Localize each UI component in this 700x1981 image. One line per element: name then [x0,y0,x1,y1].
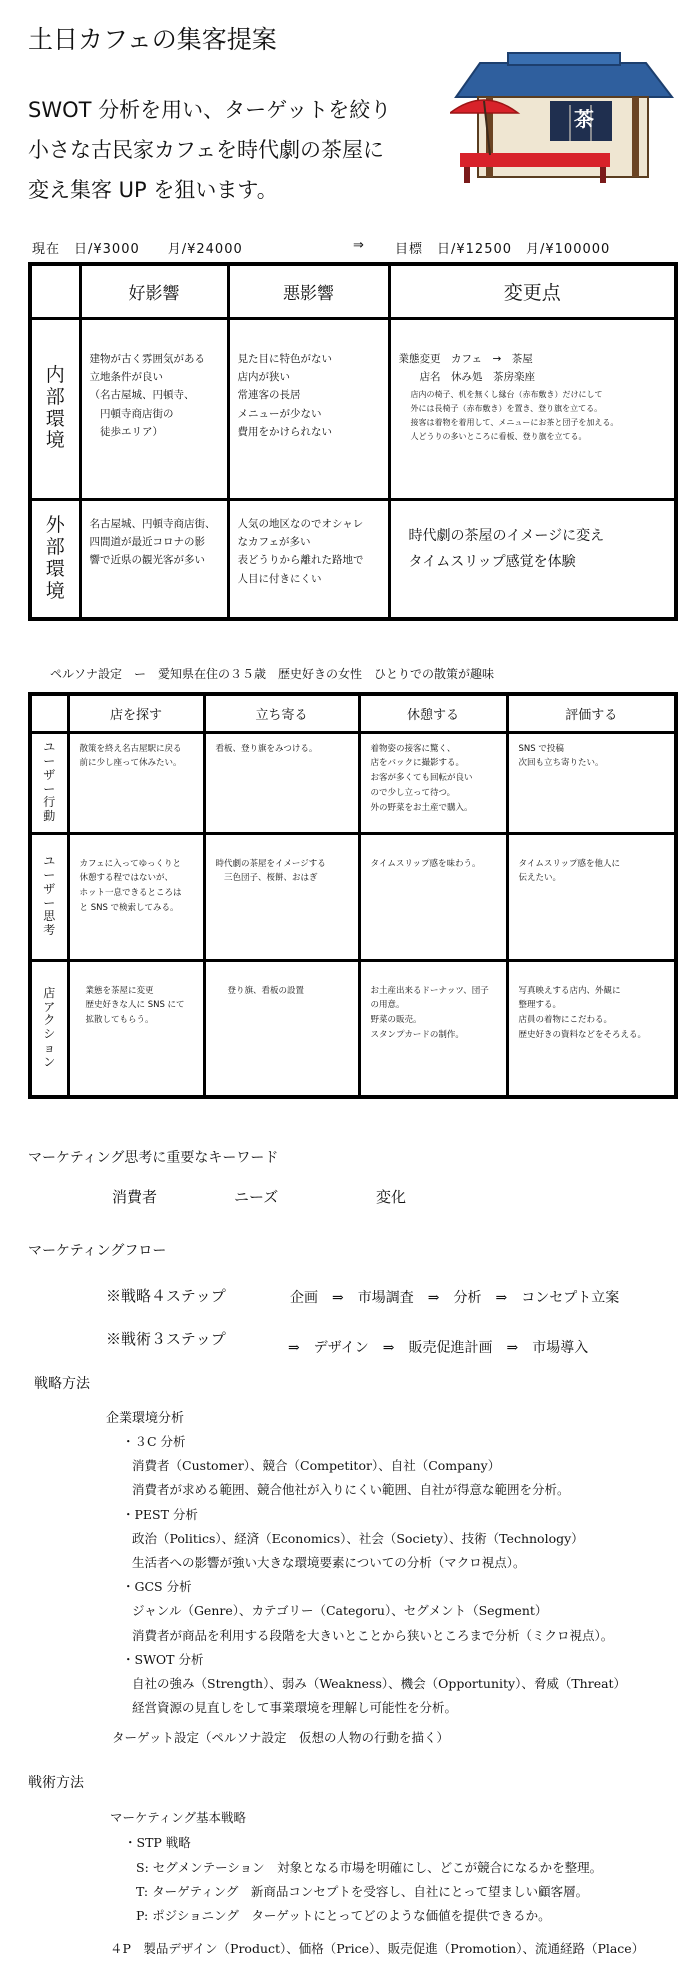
goal-arrow: ⇒ [353,238,364,253]
text-line: 四間道が最近コロナの影 [89,535,205,548]
journey-cell [507,833,676,960]
text-line: 人目に付きにくい [237,572,322,585]
text-line: ー [43,895,56,910]
strategy-item-line: 経営資源の見直しをして事業環境を理解し可能性を分析。 [132,1700,458,1716]
text-line: 次回も立ち寄りたい。 [518,758,604,769]
text-line: 内 [45,363,65,386]
text-line: ので少し立って待つ。 [370,788,456,799]
swot-internal-bad [228,318,389,499]
text-line: 時代劇の茶屋のイメージに変え [408,527,605,544]
journey-header-rest: 休憩する [359,694,507,732]
text-line: 店をバックに撮影する。 [370,758,465,769]
strategy-item-name: ・３C 分析 [122,1434,186,1449]
text-line: 行 [43,795,56,810]
journey-corner [30,694,68,732]
goal-current: 現在 日/¥3000 月/¥24000 [32,242,243,257]
keyword-item: ニーズ [234,1188,279,1206]
text-line: 店内の椅子、机を無くし縁台（赤布敷き）だけにして [410,390,603,400]
swot-row-label-internal [30,318,80,499]
text-line: 外には長椅子（赤布敷き）を置き、登り旗を立てる。 [410,404,603,414]
keywords-heading: マーケティング思考に重要なキーワード [28,1150,279,1166]
text-line: 外 [45,514,65,537]
journey-cell [68,833,204,960]
swot-external-bad [228,499,389,619]
journey-header-find: 店を探す [68,694,204,732]
text-line: 考 [43,923,56,938]
text-line: 接客は着物を着用して、メニューにお茶と団子を加える。 [410,418,619,428]
strategy-item-name: ・PEST 分析 [122,1506,198,1522]
keyword-item: 変化 [376,1188,407,1206]
swot-internal-good [80,318,228,499]
text-line: 拡散してもらう。 [85,1015,154,1026]
journey-cell [68,732,204,833]
text-line: シ [43,1027,56,1042]
text-line: タイムスリップ感覚を体験 [408,554,576,571]
text-line: ー [43,867,56,882]
text-line: ー [43,753,56,768]
swot-table [28,262,678,621]
text-line: 響で近県の観光客が多い [89,554,205,567]
text-line: 伝えたい。 [518,873,562,884]
text-line: 名古屋城、円頓寺商店街、 [89,517,216,530]
strategy-item-line: 生活者への影響が強い大きな環境要素についての分析（マクロ視点）。 [132,1555,526,1571]
swot-header-change: 変更点 [389,264,676,318]
text-line: 散策を終え名古屋駅に戻る [79,743,182,754]
intro-text [28,90,391,210]
strategy-item-line: 消費者（Customer）、競合（Competitor）、自社（Company） [132,1458,501,1474]
persona-text: ペルソナ設定 ー 愛知県在住の３５歳 歴史好きの女性 ひとりでの散策が趣味 [50,667,495,681]
swot-header-good: 好影響 [80,264,228,318]
swot-row-label-external [30,499,80,619]
text-line: 建物が古く雰囲気がある [89,352,205,365]
journey-cell [359,833,507,960]
goal-target: 目標 日/¥12500 月/¥100000 [395,242,611,257]
text-line: 登り旗、看板の設置 [227,985,305,996]
text-line: 店名 休み処 茶房楽座 [398,370,535,383]
text-line: 店内が狭い [237,370,290,383]
text-line: 徒歩エリア） [89,426,163,438]
text-line: 円頓寺商店街の [89,407,174,420]
text-line: ユ [43,740,56,755]
intro-line: 変え集客 UP を狙います。 [28,178,278,202]
swot-corner [30,264,80,318]
flow-tactics-steps: ⇒ デザイン ⇒ 販売促進計画 ⇒ 市場導入 [288,1340,589,1356]
journey-row-user-thought [30,833,676,960]
stp-name: ・STP 戦略 [124,1835,191,1850]
strategy-sub: 企業環境分析 [106,1411,185,1426]
text-line: 写真映えする店内、外観に [518,985,621,996]
text-line: ョ [43,1041,56,1056]
text-line: 部 [45,385,65,408]
text-line: メニューが少ない [237,407,322,420]
teahouse-sign-char: 茶 [574,107,594,131]
text-line: 休憩する程ではないが、 [79,873,174,884]
text-line: なカフェが多い [237,535,311,548]
text-line: 常連客の長居 [237,389,301,402]
text-line: タイムスリップ感を味わう。 [370,858,481,869]
strategy-item-line: 消費者が商品を利用する段階を大きいとことから狭いところまで分析（ミクロ視点）。 [132,1627,614,1643]
text-line: 表どうりから離れた路地で [237,554,364,567]
text-line: P: ポジショニング ターゲットにとってどのような価値を提供できるか。 [136,1908,551,1923]
journey-cell [68,960,204,1097]
text-line: タイムスリップ感を他人に [518,858,620,869]
text-line: 部 [45,535,65,558]
text-line: ン [43,1054,56,1069]
text-line: 着物姿の接客に驚く、 [370,743,456,754]
text-line: お土産出来るドーナッツ、団子 [370,985,489,996]
strategy-item-line: 消費者が求める範囲、競合他社が入りにくい範囲、自社が得意な範囲を分析。 [132,1482,570,1498]
text-line: 環 [45,557,65,580]
journey-cell [359,732,507,833]
flow-strategy-label: ※戦略４ステップ [106,1287,226,1305]
swot-external-change [389,499,676,619]
text-line: 業態変更 カフェ → 茶屋 [398,352,533,365]
text-line: 三色団子、桜餅、おはぎ [215,873,318,884]
journey-cell [204,732,359,833]
journey-cell [359,960,507,1097]
text-line: 費用をかけられない [237,426,332,438]
text-line: 人どうりの多いところに看板、登り旗を立てる。 [410,432,587,442]
text-line: SNS で投稿 [518,743,564,754]
page-title: 土日カフェの集客提案 [28,25,277,54]
text-line: 業態を茶屋に変更 [85,985,154,996]
journey-row-label-user-action [30,732,68,833]
text-line: お客が多くても回転が良い [370,773,473,784]
strategy-item-line: ジャンル（Genre）、カテゴリー（Categoru）、セグメント（Segment） [132,1603,548,1619]
text-line: 立地条件が良い [89,370,163,383]
text-line: ア [43,999,56,1014]
strategy-item-name: ・GCS 分析 [122,1579,192,1595]
text-line: 店 [43,985,56,1000]
swot-internal-change [389,318,676,499]
journey-row-shop-action [30,960,676,1097]
journey-header-visit: 立ち寄る [204,694,359,732]
journey-row-label-shop-action [30,960,68,1097]
strategy-target: ターゲット設定（ペルソナ設定 仮想の人物の行動を描く） [112,1730,450,1745]
intro-line: 小さな古民家カフェを時代劇の茶屋に [28,138,384,162]
flow-tactics-label: ※戦術３ステップ [106,1330,226,1348]
journey-row-user-action [30,732,676,833]
text-line: （名古屋城、円頓寺、 [89,389,195,402]
text-line: ホット一息できるところは [79,888,182,899]
journey-header-review: 評価する [507,694,676,732]
swot-external-good [80,499,228,619]
stp-lines [136,1856,602,1928]
strategy-item-name: ・SWOT 分析 [122,1651,204,1667]
text-line: スタンプカードの制作。 [370,1030,464,1041]
swot-internal-change-sub [399,388,669,444]
text-line: 歴史好きの資料などをそろえる。 [518,1030,647,1041]
strategy-items [122,1430,626,1720]
tactics-sub: マーケティング基本戦略 [110,1810,247,1825]
text-line: 人気の地区なのでオシャレ [237,517,364,530]
text-line: 外の野菜をお土産で購入。 [370,803,473,813]
text-line: 動 [43,809,56,824]
text-line: 見た目に特色がない [237,352,332,365]
text-line: カフェに入ってゆっくりと [79,858,181,869]
intro-line: SWOT 分析を用い、ターゲットを絞り [28,98,392,122]
text-line: と SNS で検索してみる。 [79,903,179,914]
swot-internal-change-main [399,350,669,387]
text-line: 思 [43,909,56,924]
text-line: 歴史好きな人に SNS にて [85,1000,185,1011]
journey-cell [204,833,359,960]
text-line: ザ [43,767,56,782]
text-line: の用意。 [370,1000,405,1011]
text-line: S: セグメンテーション 対象となる市場を明確にし、どこが競合になるかを整理。 [136,1860,603,1875]
text-line: 看板、登り旗をみつける。 [215,743,318,754]
swot-header-bad: 悪影響 [228,264,389,318]
journey-cell [204,960,359,1097]
text-line: ザ [43,881,56,896]
flow-heading: マーケティングフロー [28,1243,167,1259]
strategy-heading: 戦略方法 [34,1376,90,1392]
text-line: 野菜の販売。 [370,1015,422,1026]
text-line: ユ [43,854,56,869]
journey-cell [507,732,676,833]
keyword-item: 消費者 [112,1188,158,1206]
text-line: ー [43,781,56,796]
flow-strategy-steps: 企画 ⇒ 市場調査 ⇒ 分析 ⇒ コンセプト立案 [290,1290,620,1306]
tactics-heading: 戦術方法 [28,1775,84,1791]
strategy-item-line: 自社の強み（Strength）、弱み（Weakness）、機会（Opportunity）、脅威（Threat） [132,1676,627,1692]
text-line: 環 [45,407,65,430]
text-line: T: ターゲティング 新商品コンセプトを受容し、自社にとって望ましい顧客層。 [136,1884,589,1899]
strategy-item-line: 政治（Politics）、経済（Economics）、社会（Society）、技術（Technology） [132,1530,584,1546]
journey-row-label-user-thought [30,833,68,960]
four-p-line: ４P 製品デザイン（Product）、価格（Price）、販売促進（Promotion）、流通経路（Place） [110,1941,645,1956]
text-line: 境 [45,429,65,452]
journey-cell [507,960,676,1097]
text-line: ク [43,1013,56,1028]
text-line: 店員の着物にこだわる。 [518,1015,613,1026]
text-line: 整理する。 [518,1000,562,1011]
text-line: 時代劇の茶屋をイメージする [215,858,326,869]
teahouse-illustration [450,35,682,185]
text-line: 前に少し座って休みたい。 [79,758,182,769]
text-line: 境 [45,579,65,602]
journey-table [28,692,678,1099]
